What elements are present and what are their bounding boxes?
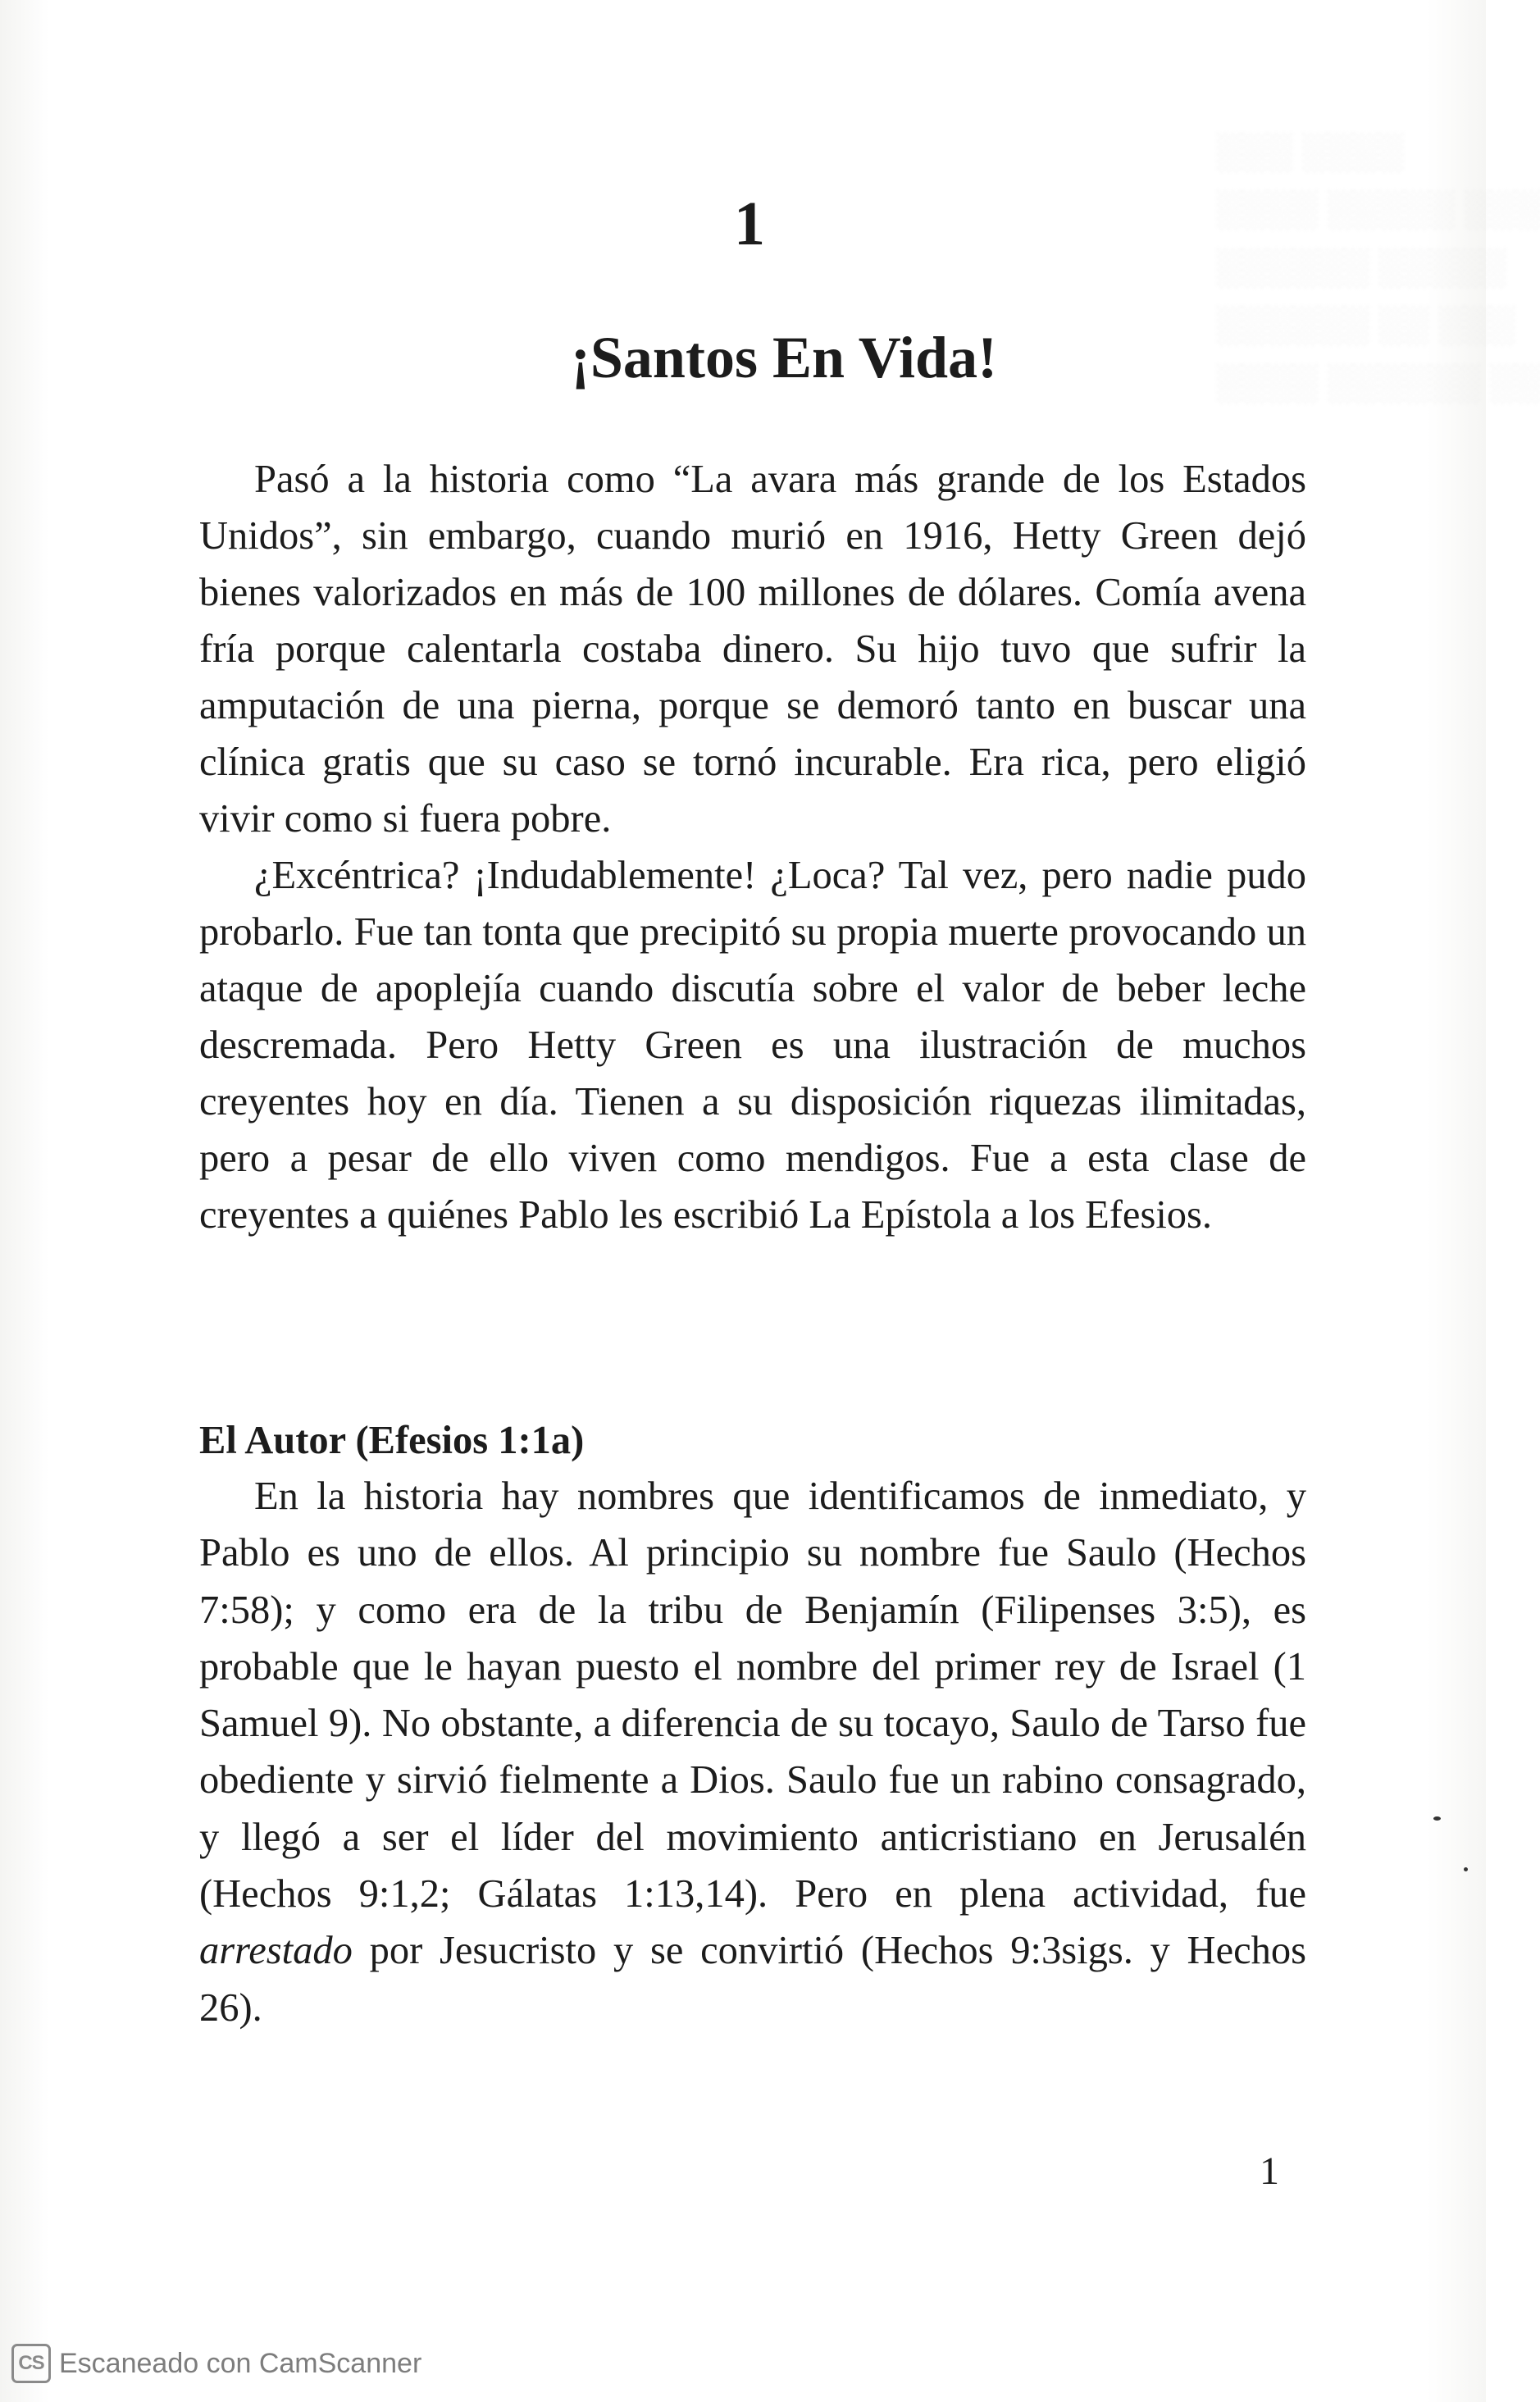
chapter-number: 1 [734,189,765,258]
scanner-label: Escaneado con CamScanner [59,2347,422,2379]
paragraph: Pasó a la historia como “La avara más grande de los Estados Unidos”, sin embargo, cuando murió en 1916, Hetty Green dejó bienes valorizados en más de 100 millones de dólares. Comía avena fría porque calentarla costaba dinero. Su hijo tuvo que sufrir la amputación de una pierna, porque se demoró tanto en buscar una clínica gratis que su caso se tornó incurable. Era rica, pero eligió vivir como si fuera pobre. [199,458,1306,841]
scanner-watermark [11,2344,421,2383]
paragraph [199,1468,1306,2036]
section-text [199,1468,1306,2036]
camscanner-logo-icon: CS [11,2344,51,2383]
intro-text [199,451,1306,1243]
italic-word: arrestado [199,1929,353,1973]
page-number: 1 [1260,2149,1279,2193]
bleed-through-text: ░░░ ░░░░ ░░░░ ░░░░░ ░░░ ░░░░░░ ░░░░░ ░░░░░░ ░░ ░░░ ░░░░ ░░░░░░ ░░ [1215,131,1540,403]
scan-speck [1433,1816,1441,1821]
chapter-title: ¡Santos En Vida! [570,325,998,390]
paragraph-text: En la historia hay nombres que identificamos de inmediato, y Pablo es uno de ellos. Al principio su nombre fue Saulo (Hechos 7:58); y como era de la tribu de Benjamín (Filipenses 3:5), es probable que le hayan puesto el nombre del primer rey de Israel (1 Samuel 9). No obstante, a diferencia de su tocayo, Saulo de Tarso fue obediente y sirvió fielmente a Dios. Saulo fue un rabino consagrado, y llegó a ser el líder del movimiento anticristiano en Jerusalén (Hechos 9:1,2; Gálatas 1:13,14). Pero en plena actividad, fue [199,1474,1306,1917]
paragraph-text: por Jesucristo y se convirtió (Hechos 9:3sigs. y Hechos 26). [199,1929,1306,2030]
scan-speck [1464,1867,1468,1871]
section-heading: El Autor (Efesios 1:1a) [199,1419,585,1462]
paragraph: ¿Excéntrica? ¡Indudablemente! ¿Loca? Tal vez, pero nadie pudo probarlo. Fue tan tonta que precipitó su propia muerte provocando un ataque de apoplejía cuando discutía sobre el valor de beber leche descremada. Pero Hetty Green es una ilustración de muchos creyentes hoy en día. Tienen a su disposición riquezas ilimitadas, pero a pesar de ello viven como mendigos. Fue a esta clase de creyentes a quiénes Pablo les escribió La Epístola a los Efesios. [199,854,1306,1237]
